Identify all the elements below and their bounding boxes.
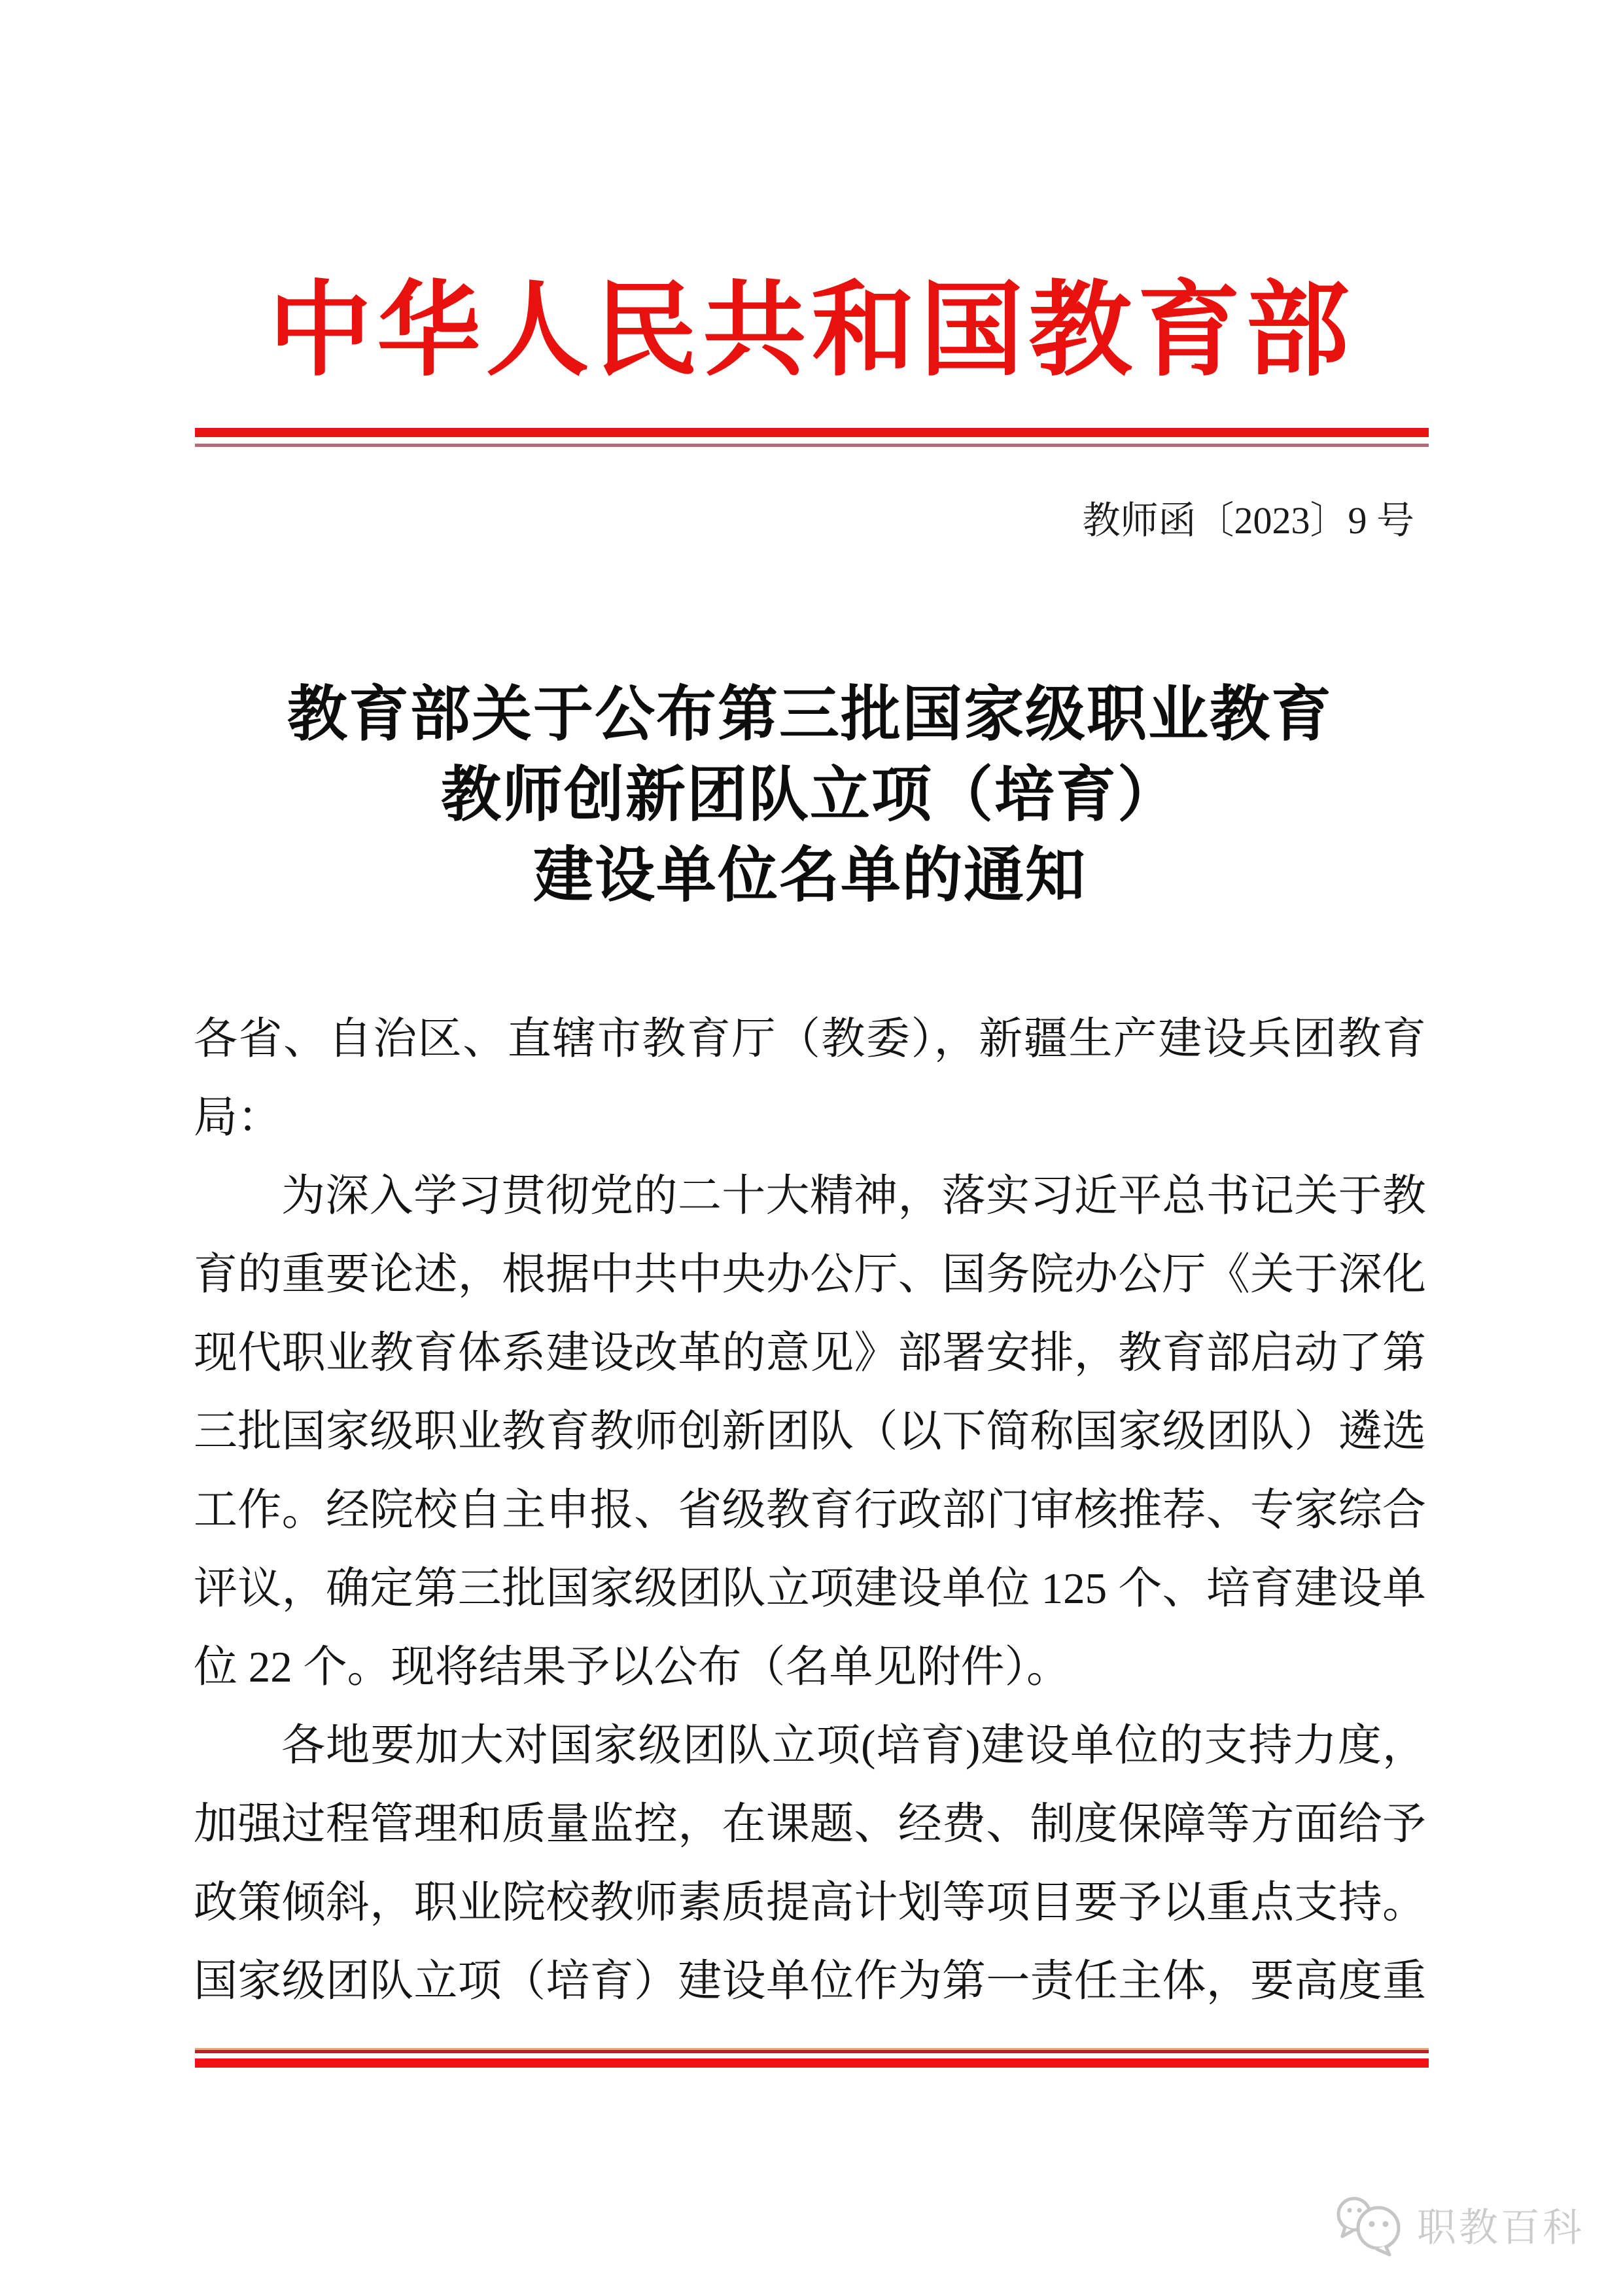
body-line: 国家级团队立项（培育）建设单位作为第一责任主体，要高度重 — [194, 1957, 1426, 2005]
title-line-2: 教师创新团队立项（培育） — [440, 760, 1179, 830]
body-line: 加强过程管理和质量监控，在课题、经费、制度保障等方面给予 — [194, 1800, 1426, 1848]
chat-bubbles-icon — [1328, 2191, 1408, 2259]
ministry-letterhead-title: 中华人民共和国教育部 — [268, 274, 1355, 389]
document-title — [194, 674, 1426, 915]
header-divider-thick — [195, 428, 1429, 437]
footer-divider-thick — [195, 2058, 1429, 2068]
salutation-line: 各省、自治区、直辖市教育厅（教委），新疆生产建设兵团教育 — [194, 1015, 1426, 1063]
title-line-3: 建设单位名单的通知 — [532, 840, 1087, 910]
body-line: 工作。经院校自主申报、省级教育行政部门审核推荐、专家综合 — [194, 1486, 1426, 1534]
document-body — [194, 1000, 1426, 2021]
header-divider-thin — [195, 444, 1429, 447]
watermark-label: 职教百科 — [1417, 2205, 1584, 2251]
body-line: 位 22 个。现将结果予以公布（名单见附件）。 — [194, 1643, 1070, 1691]
body-line: 评议，确定第三批国家级团队立项建设单位 125 个、培育建设单 — [194, 1564, 1426, 1613]
salutation-line: 局： — [194, 1093, 281, 1142]
body-line: 政策倾斜，职业院校教师素质提高计划等项目要予以重点支持。 — [194, 1879, 1426, 1927]
document-number: 教师函〔2023〕9 号 — [1082, 499, 1414, 542]
footer-divider-thin — [195, 2048, 1429, 2053]
body-line: 各地要加大对国家级团队立项(培育)建设单位的支持力度， — [281, 1722, 1426, 1770]
body-line: 育的重要论述，根据中共中央办公厅、国务院办公厅《关于深化 — [194, 1250, 1426, 1299]
body-line: 为深入学习贯彻党的二十大精神，落实习近平总书记关于教 — [281, 1172, 1426, 1220]
body-line: 现代职业教育体系建设改革的意见》部署安排，教育部启动了第 — [194, 1329, 1426, 1377]
title-line-1: 教育部关于公布第三批国家级职业教育 — [287, 679, 1333, 749]
watermark — [1328, 2191, 1584, 2259]
body-line: 三批国家级职业教育教师创新团队（以下简称国家级团队）遴选 — [194, 1407, 1426, 1456]
